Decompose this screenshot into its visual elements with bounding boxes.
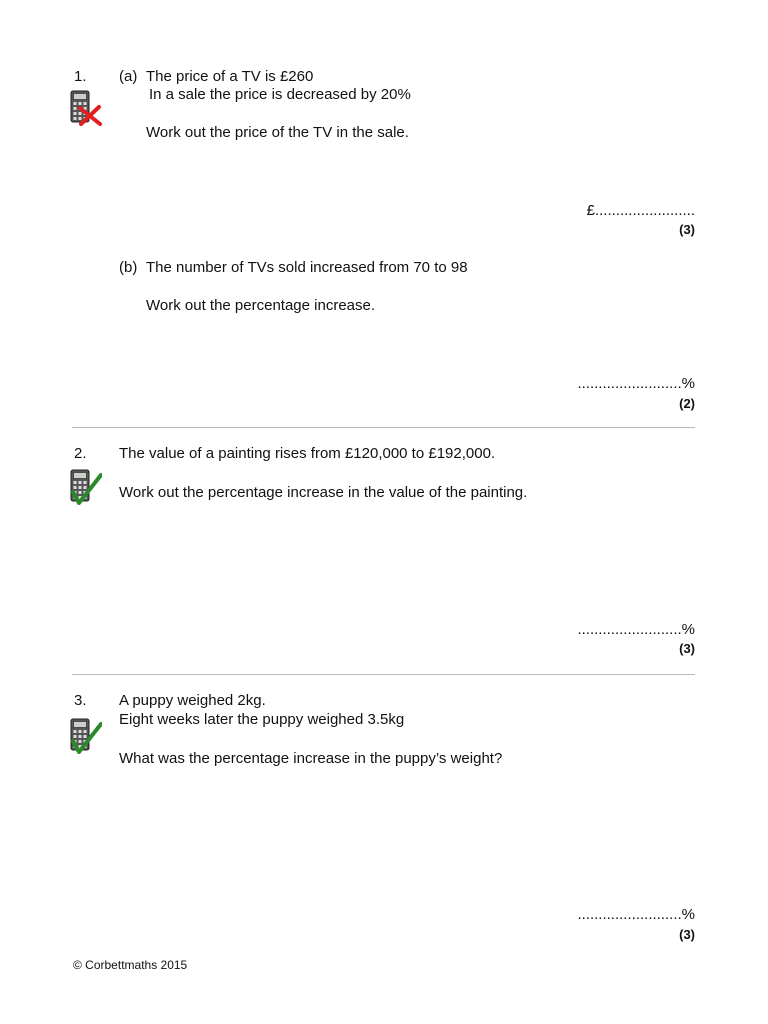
question-3-line-2: Eight weeks later the puppy weighed 3.5kg: [119, 711, 405, 728]
question-1b-prompt: Work out the percentage increase.: [146, 297, 376, 314]
question-1a-marks: (3): [679, 222, 695, 237]
question-1b-answer-line[interactable]: .........................%: [577, 375, 695, 392]
question-1a-label: (a): [119, 68, 138, 85]
question-2-number: 2.: [74, 445, 87, 462]
question-1b-line-1: The number of TVs sold increased from 70 to 98: [146, 259, 468, 276]
calculator-allowed-icon: [68, 718, 102, 754]
calculator-not-allowed-icon: [68, 90, 102, 126]
question-1a-prompt: Work out the price of the TV in the sale.: [146, 124, 409, 141]
question-3-prompt: What was the percentage increase in the puppy’s weight?: [119, 750, 503, 767]
question-2-answer-line[interactable]: .........................%: [577, 621, 695, 638]
calculator-allowed-icon: [68, 469, 102, 505]
copyright-footer: © Corbettmaths 2015: [73, 958, 188, 972]
question-1a-answer-line[interactable]: £........................: [586, 202, 695, 219]
question-1a-line-1: The price of a TV is £260: [146, 68, 314, 85]
question-3-number: 3.: [74, 692, 87, 709]
question-2-line-1: The value of a painting rises from £120,000 to £192,000.: [119, 445, 496, 462]
question-2-marks: (3): [679, 641, 695, 656]
question-2-prompt: Work out the percentage increase in the value of the painting.: [119, 484, 528, 501]
question-3-answer-line[interactable]: .........................%: [577, 906, 695, 923]
question-1a-line-2: In a sale the price is decreased by 20%: [149, 86, 411, 103]
question-3-line-1: A puppy weighed 2kg.: [119, 692, 266, 709]
question-1b-label: (b): [119, 259, 138, 276]
question-1b-marks: (2): [679, 396, 695, 411]
divider: [72, 674, 695, 675]
question-3-marks: (3): [679, 927, 695, 942]
question-1-number: 1.: [74, 68, 87, 85]
divider: [72, 427, 695, 428]
